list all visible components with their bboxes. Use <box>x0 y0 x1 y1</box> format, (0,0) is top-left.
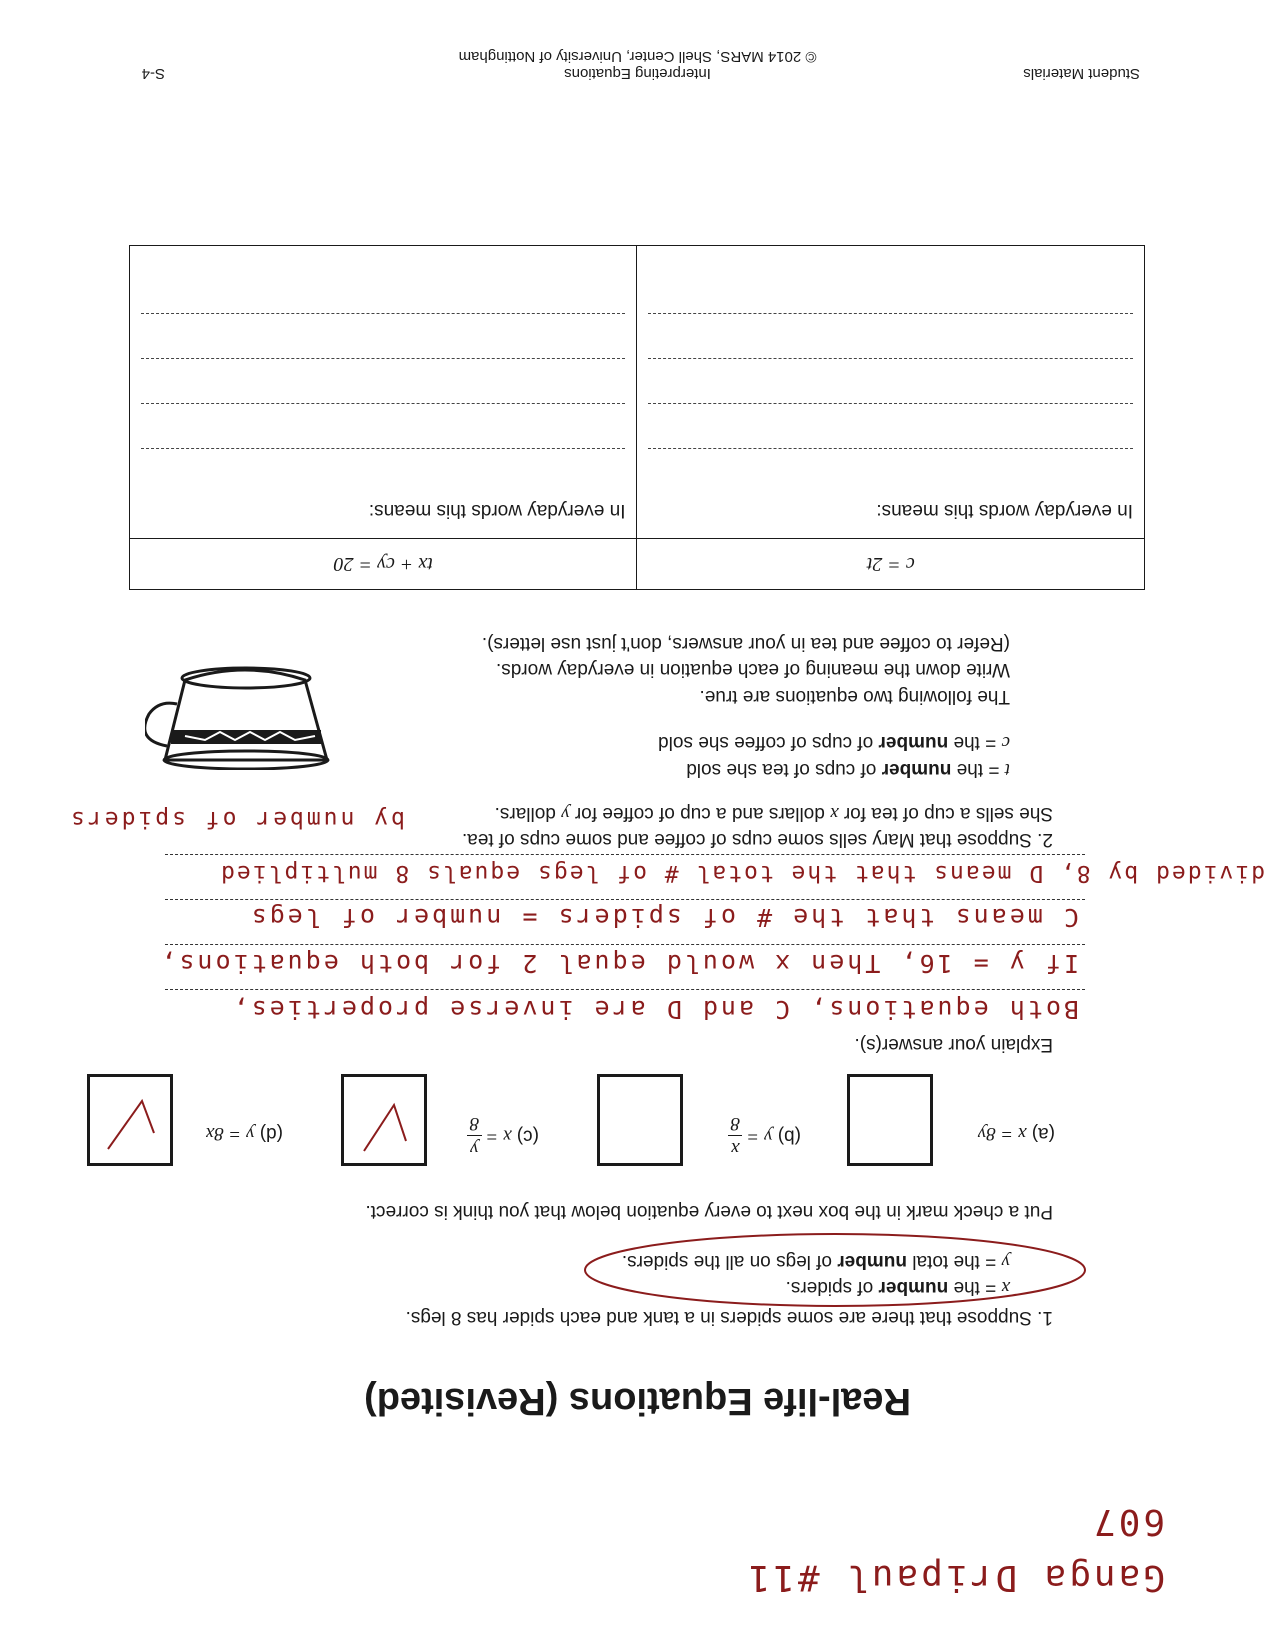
q2-refer: (Refer to coffee and tea in your answers, don't just use letters). <box>481 633 1010 654</box>
meaning-label: In everyday words this means: <box>876 500 1133 521</box>
page-title: Real-life Equations (Revisited) <box>364 1380 911 1422</box>
answer-line <box>649 403 1134 404</box>
eq-cell: tx + cy = 20 <box>130 539 638 590</box>
q1-explain: Explain your answer(s). <box>854 1034 1053 1055</box>
teacup-icon <box>145 660 335 770</box>
footer-page-number: S-4 <box>141 65 165 82</box>
equations-table <box>129 245 1145 590</box>
option-b-label: (b) y = x 8 <box>724 1111 801 1160</box>
option-a-label: (a) x = 8y <box>977 1123 1055 1144</box>
q1-instruction: Put a check mark in the box next to every equation below that you think is correct. <box>365 1201 1053 1222</box>
student-class: 607 <box>1090 1501 1165 1542</box>
answer-line <box>165 854 1085 855</box>
check-mark-icon <box>90 1077 170 1163</box>
option-d-checkbox[interactable] <box>87 1074 173 1166</box>
answer-line <box>141 313 626 314</box>
footer-left: Student Materials <box>1023 65 1140 82</box>
answer-line <box>141 403 626 404</box>
option-a-checkbox[interactable] <box>847 1074 933 1166</box>
q1-intro: 1. Suppose that there are some spiders in a tank and each spider has 8 legs. <box>405 1307 1053 1328</box>
answer-line <box>141 358 626 359</box>
handwritten-answer: C means that the # of spiders = number of legs <box>248 903 1079 932</box>
answer-line <box>165 899 1085 900</box>
student-name: Ganga Dripaul #11 <box>745 1557 1165 1598</box>
answer-line <box>165 989 1085 990</box>
option-c-label: (c) x = y 8 <box>463 1111 539 1160</box>
answer-line <box>649 358 1134 359</box>
q1-def-x: x = the number of spiders. <box>785 1277 1010 1298</box>
footer-center: Interpreting Equations © 2014 MARS, Shell Center, University of Nottingham <box>458 48 817 82</box>
answer-line <box>141 448 626 449</box>
q2-def-t: t = the number of cups of tea she sold <box>686 759 1010 780</box>
answer-line <box>649 448 1134 449</box>
handwritten-answer: divided by 8, D means that the total # of legs equals 8 multiplied <box>219 860 1265 886</box>
eq-cell: c = 2t <box>637 539 1145 590</box>
option-c-checkbox[interactable] <box>341 1074 427 1166</box>
q2-def-c: c = the number of cups of coffee she sold <box>658 732 1010 753</box>
meaning-cell <box>130 246 638 539</box>
check-mark-icon <box>344 1077 424 1163</box>
handwritten-answer: Both equations, C and D are inverse properties, <box>230 995 1079 1024</box>
handwritten-answer: If y = 16, Then x would equal 2 for both equations, <box>158 949 1079 978</box>
meaning-cell <box>637 246 1145 539</box>
handwritten-answer: by number of spiders <box>68 806 405 832</box>
q2-write: Write down the meaning of each equation in everyday words. <box>495 659 1010 680</box>
answer-line <box>649 313 1134 314</box>
q2-intro: 2. Suppose that Mary sells some cups of coffee and some cups of tea. <box>461 829 1053 850</box>
option-b-checkbox[interactable] <box>597 1074 683 1166</box>
q2-prices: She sells a cup of tea for x dollars and a cup of coffee for y dollars. <box>494 803 1053 824</box>
ink-circle-annotation <box>575 1225 1095 1315</box>
meaning-label: In everyday words this means: <box>368 500 626 521</box>
option-d-label: (d) y = 8x <box>205 1123 283 1144</box>
answer-line <box>165 944 1085 945</box>
q2-true-eqs: The following two equations are true. <box>699 686 1010 707</box>
q1-def-y: y = the total number of legs on all the spiders. <box>621 1251 1010 1272</box>
